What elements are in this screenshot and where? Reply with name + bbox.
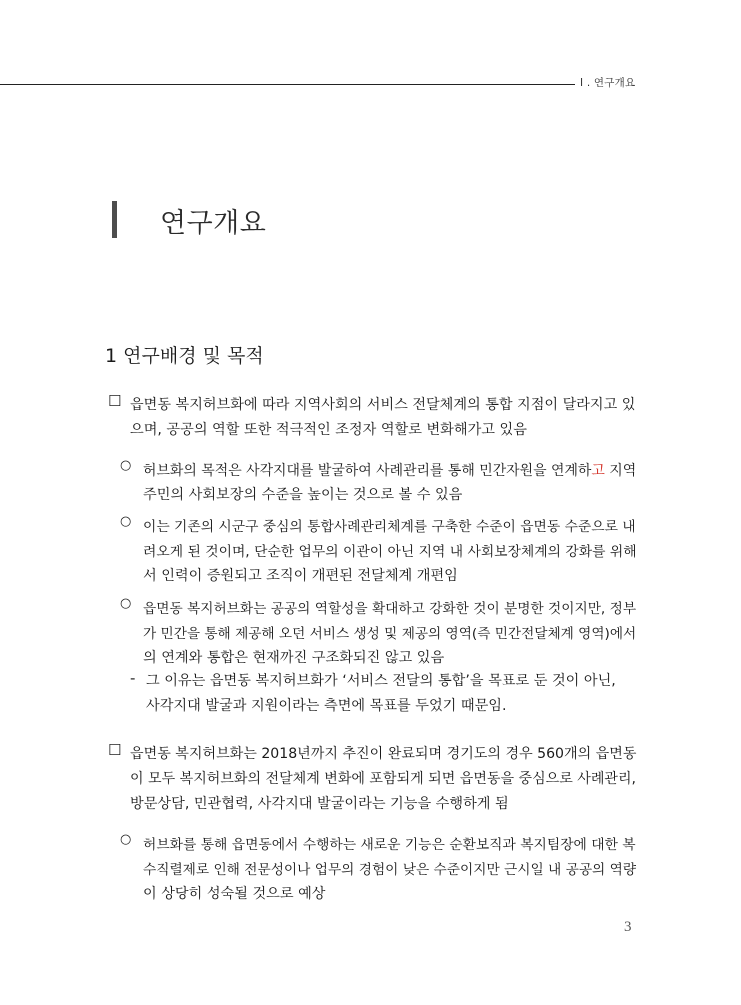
circle-bullet-icon: ○ (120, 514, 132, 529)
text-run: 허브화의 목적은 사각지대를 발굴하여 사례관리를 통해 민간자원을 연계하 (143, 463, 592, 479)
paragraph-line: 읍면동 복지허브화는 2018년까지 추진이 완료되며 경기도의 경우 560개의 읍면동 (130, 746, 637, 762)
list-item-line (143, 459, 636, 479)
list-item-line: 허브화를 통해 읍면동에서 수행하는 새로운 기능은 순환보직과 복지팀장에 대한 복 (143, 837, 636, 853)
text-run: 지역 (604, 463, 637, 479)
list-item-line: 이는 기존의 시군구 중심의 통합사례관리체계를 구축한 수준이 읍면동 수준으로 내 (143, 519, 636, 535)
section-title: 1 연구배경 및 목적 (105, 345, 264, 367)
list-item-line: 수직렬제로 인해 전문성이나 업무의 경험이 낮은 수준이지만 근시일 내 공공의 역량 (143, 862, 637, 878)
circle-bullet-icon: ○ (120, 832, 132, 847)
circle-bullet-icon: ○ (120, 596, 132, 611)
chapter-title: 연구개요 (160, 208, 267, 239)
list-item-line: 읍면동 복지허브화는 공공의 역할성을 확대하고 강화한 것이 분명한 것이지만, 정부 (143, 601, 637, 617)
square-bullet-icon: ☐ (108, 741, 122, 759)
list-item-line: 주민의 사회보장의 수준을 높이는 것으로 볼 수 있음 (143, 487, 463, 503)
paragraph-line: 방문상담, 민관협력, 사각지대 발굴이라는 기능을 수행하게 됨 (130, 796, 509, 812)
running-header: Ⅰ . 연구개요 (580, 77, 636, 89)
list-item-line: 가 민간을 통해 제공해 오던 서비스 생성 및 제공의 영역(즉 민간전달체계 영역)에서 (143, 626, 637, 642)
paragraph-line: 읍면동 복지허브화에 따라 지역사회의 서비스 전달체계의 통합 지점이 달라지고 있 (130, 397, 636, 413)
header-rule (0, 84, 575, 85)
paragraph-line: 이 모두 복지허브화의 전달체계 변화에 포함되게 되면 읍면동을 중심으로 사례관리, (130, 771, 637, 787)
emphasis-text: 고 (591, 463, 605, 479)
list-item-line: 그 이유는 읍면동 복지허브화가 ‘서비스 전달의 통합’을 목표로 둔 것이 아닌, (146, 673, 616, 689)
square-bullet-icon: ☐ (108, 392, 122, 410)
list-item-line: 의 연계와 통합은 현재까진 구조화되진 않고 있음 (143, 650, 445, 666)
list-item-line: 이 상당히 성숙될 것으로 예상 (143, 886, 326, 902)
list-item-line: 서 인력이 증원되고 조직이 개편된 전달체계 개편임 (143, 568, 458, 584)
page-number: 3 (624, 919, 632, 935)
paragraph-line: 으며, 공공의 역할 또한 적극적인 조정자 역할로 변화해가고 있음 (130, 422, 527, 438)
chapter-marker-bar (112, 201, 117, 238)
list-item-line: 사각지대 발굴과 지원이라는 측면에 목표를 두었기 때문임. (146, 698, 507, 714)
list-item-line: 려오게 된 것이며, 단순한 업무의 이관이 아닌 지역 내 사회보장체계의 강화를 위해 (143, 544, 637, 560)
dash-bullet-icon: - (130, 669, 136, 687)
circle-bullet-icon: ○ (120, 458, 132, 473)
